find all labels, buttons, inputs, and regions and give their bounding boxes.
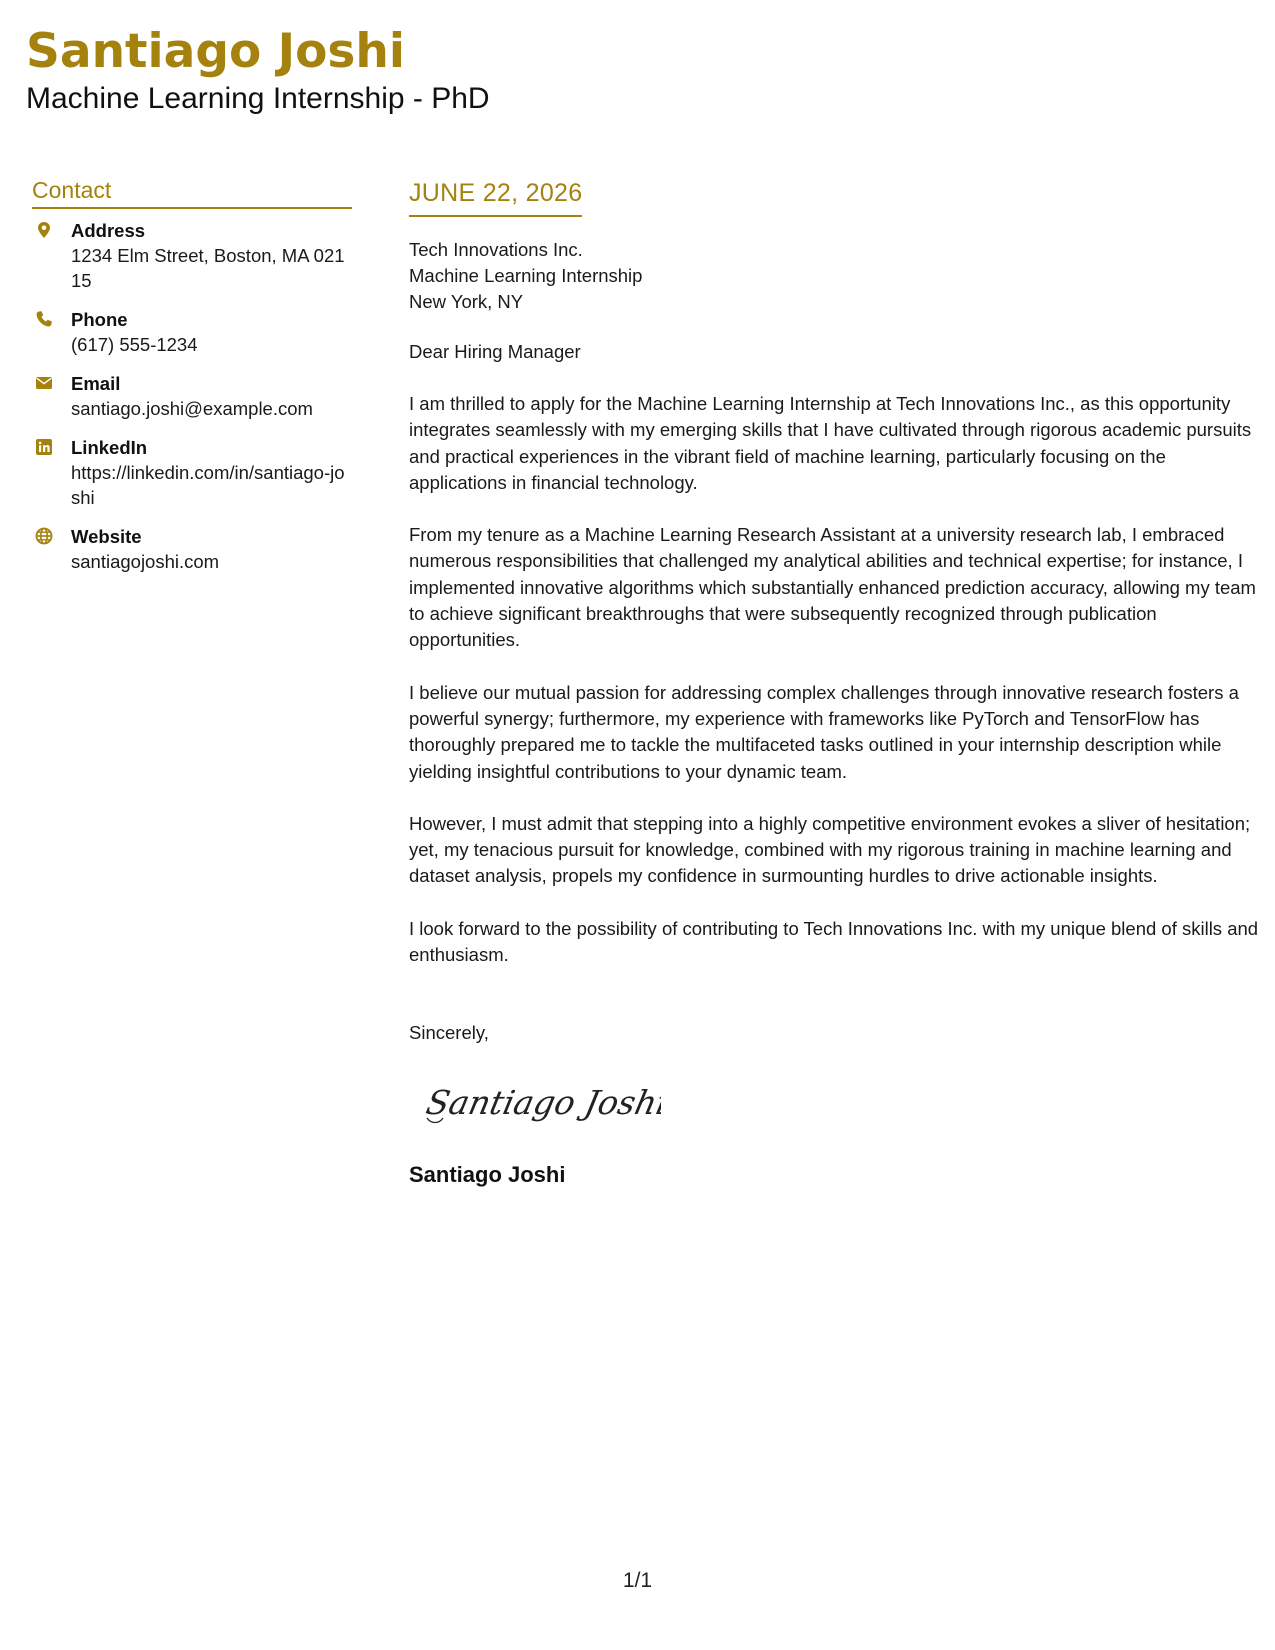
map-pin-icon [35, 221, 53, 239]
letter-date: JUNE 22, 2026 [409, 176, 582, 217]
recipient-company: Tech Innovations Inc. [409, 239, 583, 260]
website-value[interactable]: santiagojoshi.com [71, 551, 220, 572]
letter-paragraph: However, I must admit that stepping into a highly competitive environment evokes a sliver of hesitation; yet, my tenacious pursuit for knowledge, combined with my rigorous training in machine learning and dataset analysis, propels my confidence in surmounting hurdles to drive actionable insights. [409, 812, 1251, 887]
linkedin-label: LinkedIn [71, 437, 148, 458]
applicant-name: Santiago Joshi [26, 24, 405, 79]
contact-item-address [32, 219, 352, 293]
page-number: 1/1 [622, 1569, 653, 1592]
letter-paragraph: I look forward to the possibility of contributing to Tech Innovations Inc. with my unique blend of skills and enthusiasm. [409, 917, 1259, 966]
phone-value: (617) 555-1234 [71, 334, 198, 355]
closing: Sincerely, [409, 1022, 489, 1044]
signer-name: Santiago Joshi [409, 1162, 566, 1188]
address-value: 1234 Elm Street, Boston, MA 02115 [71, 245, 345, 291]
linkedin-icon [35, 438, 53, 456]
linkedin-value[interactable]: https://linkedin.com/in/santiago-joshi [71, 462, 345, 508]
letter-body [409, 176, 1259, 1189]
letter-paragraph: I am thrilled to apply for the Machine Learning Internship at Tech Innovations Inc., as this opportunity integrates seamlessly with my emerging skills that I have cultivated through rigorous academic pursuits and practical experiences in the vibrant field of machine learning, particularly focusing on the applications in financial technology. [409, 393, 1252, 493]
salutation: Dear Hiring Manager [409, 341, 581, 362]
svg-text:Santiago Joshi: Santiago Joshi [422, 1083, 661, 1123]
phone-label: Phone [71, 309, 128, 330]
contact-heading: Contact [32, 176, 352, 209]
handwritten-signature [421, 1074, 661, 1134]
recipient-position: Machine Learning Internship [409, 265, 643, 286]
contact-item-email [32, 372, 352, 421]
contact-item-website [32, 525, 352, 574]
envelope-icon [35, 374, 53, 392]
letter-paragraph: I believe our mutual passion for addressing complex challenges through innovative research fosters a powerful synergy; furthermore, my experience with frameworks like PyTorch and TensorFlow has thoroughly prepared me to tackle the multifaceted tasks outlined in your internship description while yielding insightful contributions to your dynamic team. [409, 681, 1239, 782]
email-value[interactable]: santiago.joshi@example.com [71, 398, 313, 419]
recipient-location: New York, NY [409, 291, 524, 312]
contact-item-phone [32, 308, 352, 357]
job-title: Machine Learning Internship - PhD [26, 82, 490, 115]
globe-icon [35, 527, 53, 545]
letter-paragraph: From my tenure as a Machine Learning Research Assistant at a university research lab, I embraced numerous responsibilities that challenged my analytical abilities and technical expertise; for instance, I implemented innovative algorithms which substantially enhanced prediction accuracy, allowing my team to achieve significant breakthroughs that were subsequently recognized through publication opportunities. [409, 524, 1256, 651]
website-label: Website [71, 526, 142, 547]
contact-sidebar [32, 176, 352, 589]
phone-icon [35, 310, 53, 328]
contact-item-linkedin [32, 436, 352, 510]
recipient-block [409, 237, 1259, 315]
address-label: Address [71, 220, 146, 241]
email-label: Email [71, 373, 121, 394]
